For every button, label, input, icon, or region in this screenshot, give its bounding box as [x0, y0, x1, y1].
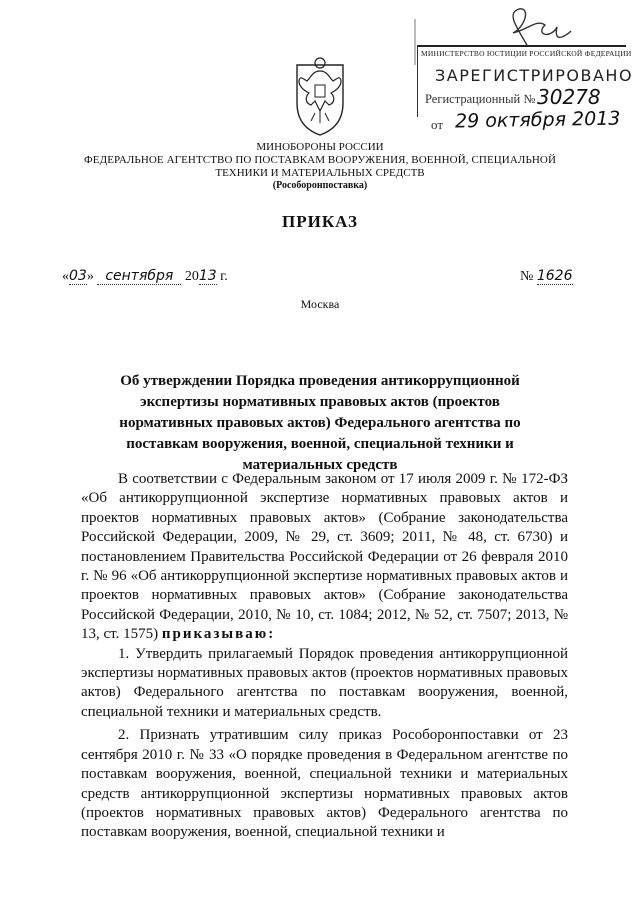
stamp-number-label: Регистрационный № — [425, 92, 536, 106]
document-body — [81, 470, 568, 843]
stamp-registered-label: ЗАРЕГИСТРИРОВАНО — [435, 66, 634, 85]
order-number-label: № — [520, 269, 534, 284]
item-1-paragraph: 1. Утвердить прилагаемый Порядок проведения антикоррупционной экспертизы нормативных правовых актов (проектов нормативных правовых актов) Федерального агентства по поставкам вооружения, военной, специальной техники и материальных средств. — [81, 645, 568, 720]
order-month: сентября — [97, 268, 181, 285]
document-title: ПРИКАЗ — [282, 212, 358, 231]
stamp-date-label: от — [431, 117, 444, 132]
command-word: приказываю: — [161, 626, 276, 643]
ministry-name: МИНОБОРОНЫ РОССИИ — [256, 141, 384, 153]
order-year-suffix: 13 — [198, 268, 217, 284]
stamp-date: 29 октября 2013 — [454, 107, 621, 133]
agency-name-line-2: ТЕХНИКИ И МАТЕРИАЛЬНЫХ СРЕДСТВ — [215, 167, 425, 179]
agency-name-line-1: ФЕДЕРАЛЬНОЕ АГЕНТСТВО ПО ПОСТАВКАМ ВООРУЖЕНИЯ, ВОЕННОЙ, СПЕЦИАЛЬНОЙ — [83, 154, 557, 166]
order-number-value: 1626 — [536, 268, 573, 284]
stamp-ministry: МИНИСТЕРСТВО ЮСТИЦИИ РОССИЙСКОЙ ФЕДЕРАЦИИ — [421, 49, 632, 58]
order-subject: Об утверждении Порядка проведения антикоррупционной экспертизы нормативных правовых актов (проектов нормативных правовых актов) Федерального агентства по поставкам вооружения, военной, специальной техники и материальных средств — [119, 373, 521, 473]
order-number — [520, 268, 573, 285]
city: Москва — [300, 297, 340, 311]
order-year-prefix: 20 — [184, 269, 199, 284]
stamp-registration-number: 30278 — [537, 85, 601, 109]
order-date: «03» сентября 2013 г. — [62, 268, 228, 284]
item-2-paragraph: 2. Признать утратившим силу приказ Рособоронпоставки от 23 сентября 2010 г. № 33 «О порядке проведения в Федеральном агентстве по поставкам вооружения, военной, специальной техники и материальных средств антикоррупционной экспертизы нормативных правовых актов (проектов нормативных правовых актов) Федерального агентства по поставкам вооружения, военной, специальной техники и — [81, 727, 568, 841]
agency-abbreviation: (Рособоронпоставка) — [272, 180, 368, 191]
registration-stamp — [407, 5, 634, 150]
preamble-paragraph — [81, 470, 568, 645]
order-day: 03 — [69, 268, 87, 284]
state-emblem-icon — [293, 55, 347, 137]
preamble-text: В соответствии с Федеральным законом от 17 июля 2009 г. № 172-ФЗ «Об антикоррупционной экспертизе нормативных правовых актов и проектов нормативных правовых актов» (Собрание законодательства Российской Федерации, 2009, № 29, ст. 3609; 2011, № 48, ст. 6730) и постановлением Правительства Российской Федерации от 26 февраля 2010 г. № 96 «Об антикоррупционной экспертизе нормативных правовых актов и проектов нормативных правовых актов» (Собрание законодательства Российской Федерации, 2010, № 10, ст. 1084; 2012, № 52, ст. 7507; 2013, № 13, ст. 1575) — [81, 471, 568, 643]
order-year-unit: г. — [220, 269, 228, 284]
